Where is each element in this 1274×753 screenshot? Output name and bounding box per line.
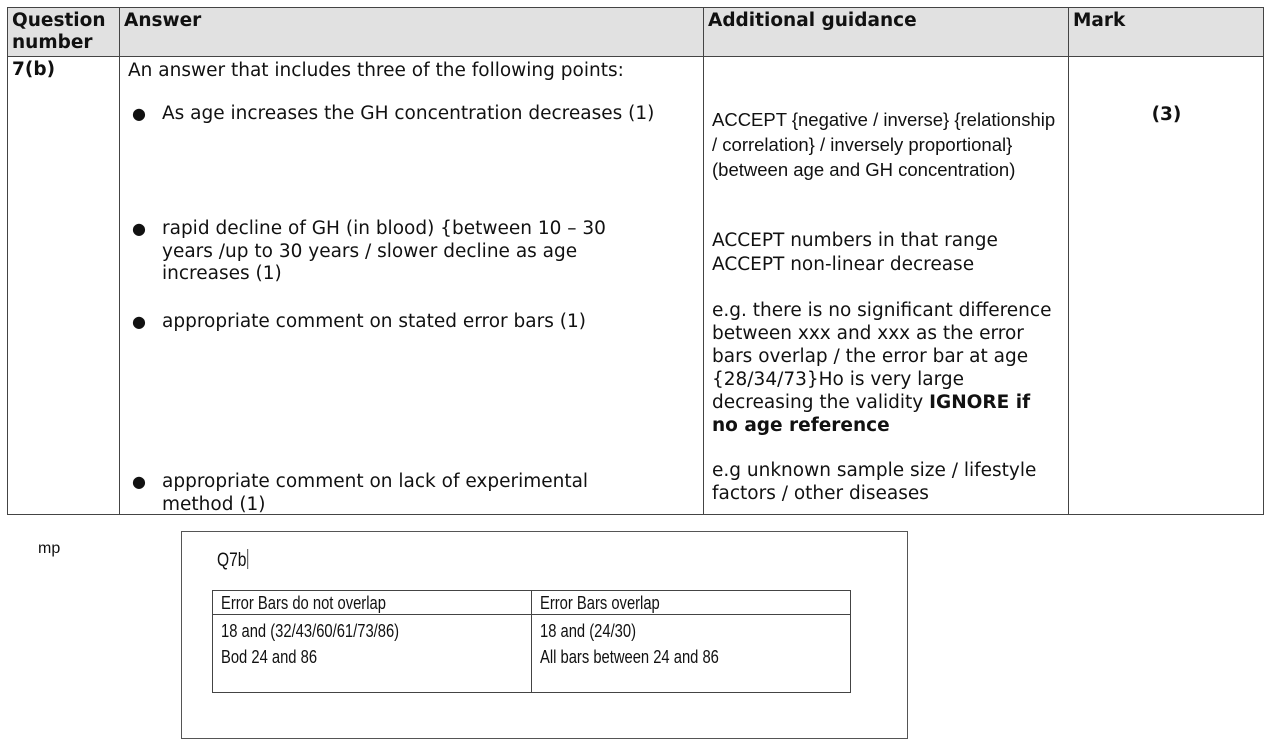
error-bars-table: [212, 590, 851, 693]
error-bars-overlap-cell: [532, 615, 851, 693]
error-bars-no-overlap-cell: [213, 615, 532, 693]
answer-point-text: As age increases the GH concentration decreases (1): [162, 103, 655, 124]
answer-point: [132, 103, 662, 126]
answer-point-text: rapid decline of GH (in blood) {between 10 – 30 years /up to 30 years / slower decline as age increases (1): [162, 218, 606, 284]
mark-value: (3): [1151, 104, 1182, 125]
guidance-accept-relationship: ACCEPT {negative / inverse} {relationship / correlation} / inversely proportional} (between age and GH concentration): [712, 109, 1056, 180]
answer-cell: [120, 57, 704, 515]
answer-point-text: appropriate comment on lack of experimental method (1): [162, 471, 589, 515]
answer-point: [132, 218, 642, 286]
question-number-cell: [8, 57, 120, 515]
header-additional-guidance: Additional guidance: [704, 8, 1069, 57]
error-bars-header-row: [213, 591, 851, 615]
annotation-title: [217, 549, 248, 572]
guidance-line: ACCEPT numbers in that range: [712, 230, 998, 251]
table-cell-text: 18 and (32/43/60/61/73/86): [221, 621, 400, 641]
error-bars-header-cell: [532, 591, 851, 615]
header-mark: Mark: [1069, 8, 1264, 57]
table-cell-text: 18 and (24/30): [540, 621, 637, 641]
header-answer: Answer: [120, 8, 704, 57]
mark-cell: [1069, 57, 1264, 515]
annotation-box: [181, 531, 908, 739]
answer-point-text: appropriate comment on stated error bars (1): [162, 311, 586, 332]
guidance-cell: [704, 57, 1069, 515]
answer-intro: An answer that includes three of the following points:: [128, 60, 624, 81]
guidance-method: e.g unknown sample size / lifestyle factors / other diseases: [712, 460, 1037, 504]
annotation-title-text: Q7b: [217, 550, 247, 571]
mark-scheme-table: [7, 7, 1264, 515]
header-question-number: Question number: [8, 8, 120, 57]
answer-row: [8, 57, 1264, 515]
guidance-ignore-note: IGNORE if no age reference: [712, 392, 1031, 436]
bullet-icon: ●: [132, 312, 146, 331]
bullet-icon: ●: [132, 472, 146, 491]
guidance-line: ACCEPT non-linear decrease: [712, 254, 975, 275]
header-overlap: Error Bars overlap: [540, 593, 660, 613]
text-cursor: [247, 549, 248, 569]
answer-point: [132, 311, 662, 334]
table-cell-text: All bars between 24 and 86: [540, 647, 719, 667]
header-row: [8, 8, 1264, 57]
annotation-note: mp: [38, 540, 61, 557]
guidance-error-bars: [712, 299, 1057, 437]
error-bars-header-cell: [213, 591, 532, 615]
question-number: 7(b): [12, 59, 56, 80]
table-cell-text: Bod 24 and 86: [221, 647, 318, 667]
guidance-accept-numbers: [712, 229, 1057, 277]
error-bars-body-row: [213, 615, 851, 693]
bullet-icon: ●: [132, 219, 146, 238]
bullet-icon: ●: [132, 104, 146, 123]
header-no-overlap: Error Bars do not overlap: [221, 593, 386, 613]
answer-point: [132, 471, 622, 516]
guidance-error-bars-text: e.g. there is no significant difference between xxx and xxx as the error bars overlap / the error bar at age {28/34/73}Ho is very large decreasing the validity: [712, 300, 1052, 413]
